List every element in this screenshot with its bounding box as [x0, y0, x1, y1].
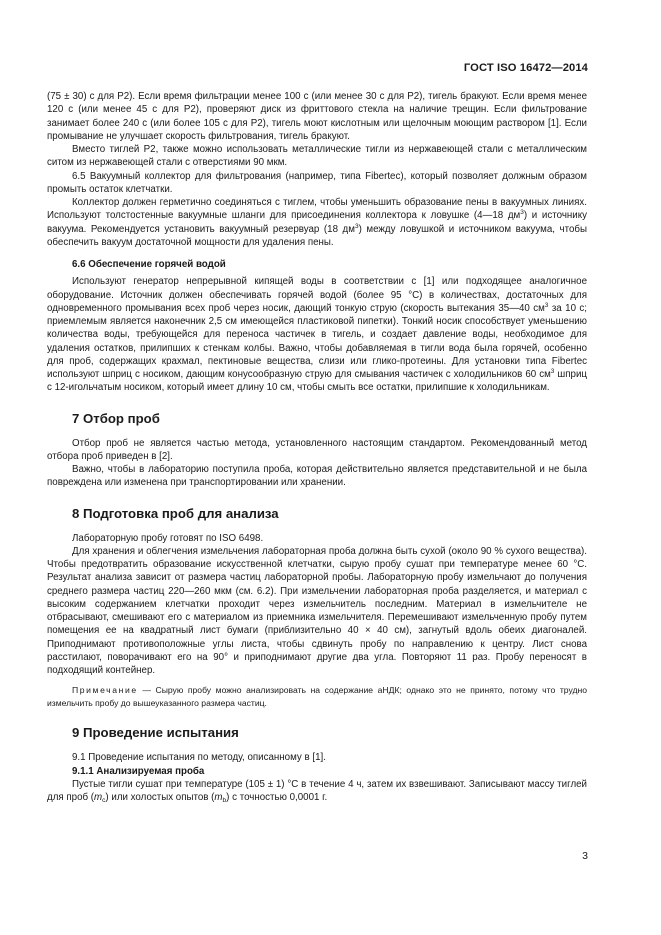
section-heading-6-6: 6.6 Обеспечение горячей водой — [72, 259, 226, 270]
note-label: Примечание — [72, 685, 138, 696]
paragraph-continued: (75 ± 30) с для Р2). Если время фильтрации менее 100 с (или менее 30 с для Р2), тигель бракуют. Если время менее 120 с (или менее 45 с для Р2), проверяют диск из фриттового стекла на наличие трещин. Если фильтрование занимает более 240 с (или более 105 с для Р2), тигель моют кислотным или щелочным моющим раствором [1]. Если промывание не улучшает скорость фильтрования, тигель бракуют. — [47, 91, 587, 142]
page-number: 3 — [582, 850, 588, 862]
paragraph-9-1-1: Пустые тигли сушат при температуре (105 ± 1) °С в течение 4 ч, затем их взвешивают. Записывают массу тиглей для проб $(m_c)$ или холостых опытов $(m_b)$ с точностью 0,0001 г. — [47, 778, 587, 804]
section-heading-9: 9 Проведение испытания — [72, 725, 239, 741]
paragraph-collector: Коллектор должен герметично соединяться с тиглем, чтобы уменьшить образование пены в вакуумных линиях. Используют толстостенные вакуумные шланги для присоединения коллектора к ловушке (4—18 $дм^3$) и источнику вакуума. Рекомендуется установить вакуумный резервуар (18 $дм^3$) между ловушкой и источником вакуума, чтобы обеспечить вакуум достаточной мощности для удаления пены. — [47, 197, 587, 248]
document-body — [47, 90, 587, 804]
section-heading-8: 8 Подготовка проб для анализа — [72, 505, 279, 521]
paragraph-7b: Важно, чтобы в лабораторию поступила проба, которая действительно является представительной и не была повреждена или изменена при транспортировании или хранении. — [47, 464, 587, 489]
paragraph-7a: Отбор проб не является частью метода, установленного настоящим стандартом. Рекомендованный метод отбора проб приведен в [2]. — [47, 437, 587, 462]
note: Примечание — Сырую пробу можно анализировать на содержание аНДК; однако это не принято, потому что трудно измельчить пробу до вышеуказанного размера частиц. — [47, 685, 587, 708]
paragraph-8b: Для хранения и облегчения измельчения лабораторная проба должна быть сухой (около 90 % сухого вещества). Чтобы предотвратить образование искусственной клетчатки, сырую пробу сушат при температуре менее 60 °С. Результат анализа зависит от размера частиц лабораторной пробы. Лабораторную пробу измельчают до получения среднего размера частиц 220—260 мкм (см. 6.2). При измельчении лабораторная проба разделяется, и материал с высоким содержанием клетчатки проходит через измельчитель последним. Материал в измельчителе не отбрасывают, смешивают его с материалом из приемника измельчителя. Перемешивают измельченную пробу путем помещения ее на квадратный лист бумаги (приблизительно 40 × 40 см), загнутый вдоль обеих диагоналей. Приподнимают противоположные углы листа, чтобы сдвинуть пробу по направлению к центру. Лист снова расстилают, поворачивают его на 90° и приподнимают другие два угла. Повторяют 11 раз. Пробу переносят в подходящий контейнер. — [47, 545, 587, 676]
subsection-heading-9-1-1: 9.1.1 Анализируемая проба — [72, 765, 205, 777]
section-heading-7: 7 Отбор проб — [72, 410, 160, 426]
paragraph-6-5: 6.5 Вакуумный коллектор для фильтрования (например, типа Fibertec), который позволяет должным образом промыть остаток клетчатки. — [47, 170, 587, 195]
paragraph-6-6: Используют генератор непрерывной кипящей воды в соответствии с [1] или подходящее аналогичное оборудование. Источник должен обеспечивать горячей водой (более 95 °С) в количествах, достаточных для одновременного промывания всех проб через носик, дающий тонкую струю (скорость вытекания 35—40 $см^3$ за 10 с; приемлемым является наконечник 2,5 см имеющейся пластиковой пипетки). Тонкий носик способствует уменьшению количества воды, требующейся для переноса частичек в тигель, и создает давление воды, необходимое для удаления остатков, прилипших к стенкам колбы. Важно, чтобы добавляемая в тигли вода была горячей, особенно для проб, содержащих крахмал, пектиновые вещества, слизи или глико-протеины. Для установки типа Fibertec используют шприц с носиком, дающим конусообразную струю для смывания частичек с холодильников 60 $см^3$ шприц с 12-игольчатым носиком, который имеет длину 10 см, чтобы смыть все остатки, прилипшие к холодильникам. — [47, 276, 587, 394]
paragraph-p2-alternative: Вместо тиглей Р2, также можно использовать металлические тигли из нержавеющей стали с металлическим ситом из нержавеющей стали с отверстиями 90 мкм. — [47, 144, 587, 169]
paragraph-9-1: 9.1 Проведение испытания по методу, описанному в [1]. — [72, 752, 326, 764]
paragraph-8a: Лабораторную пробу готовят по ISO 6498. — [72, 532, 264, 544]
document-header: ГОСТ ISO 16472—2014 — [463, 62, 588, 74]
